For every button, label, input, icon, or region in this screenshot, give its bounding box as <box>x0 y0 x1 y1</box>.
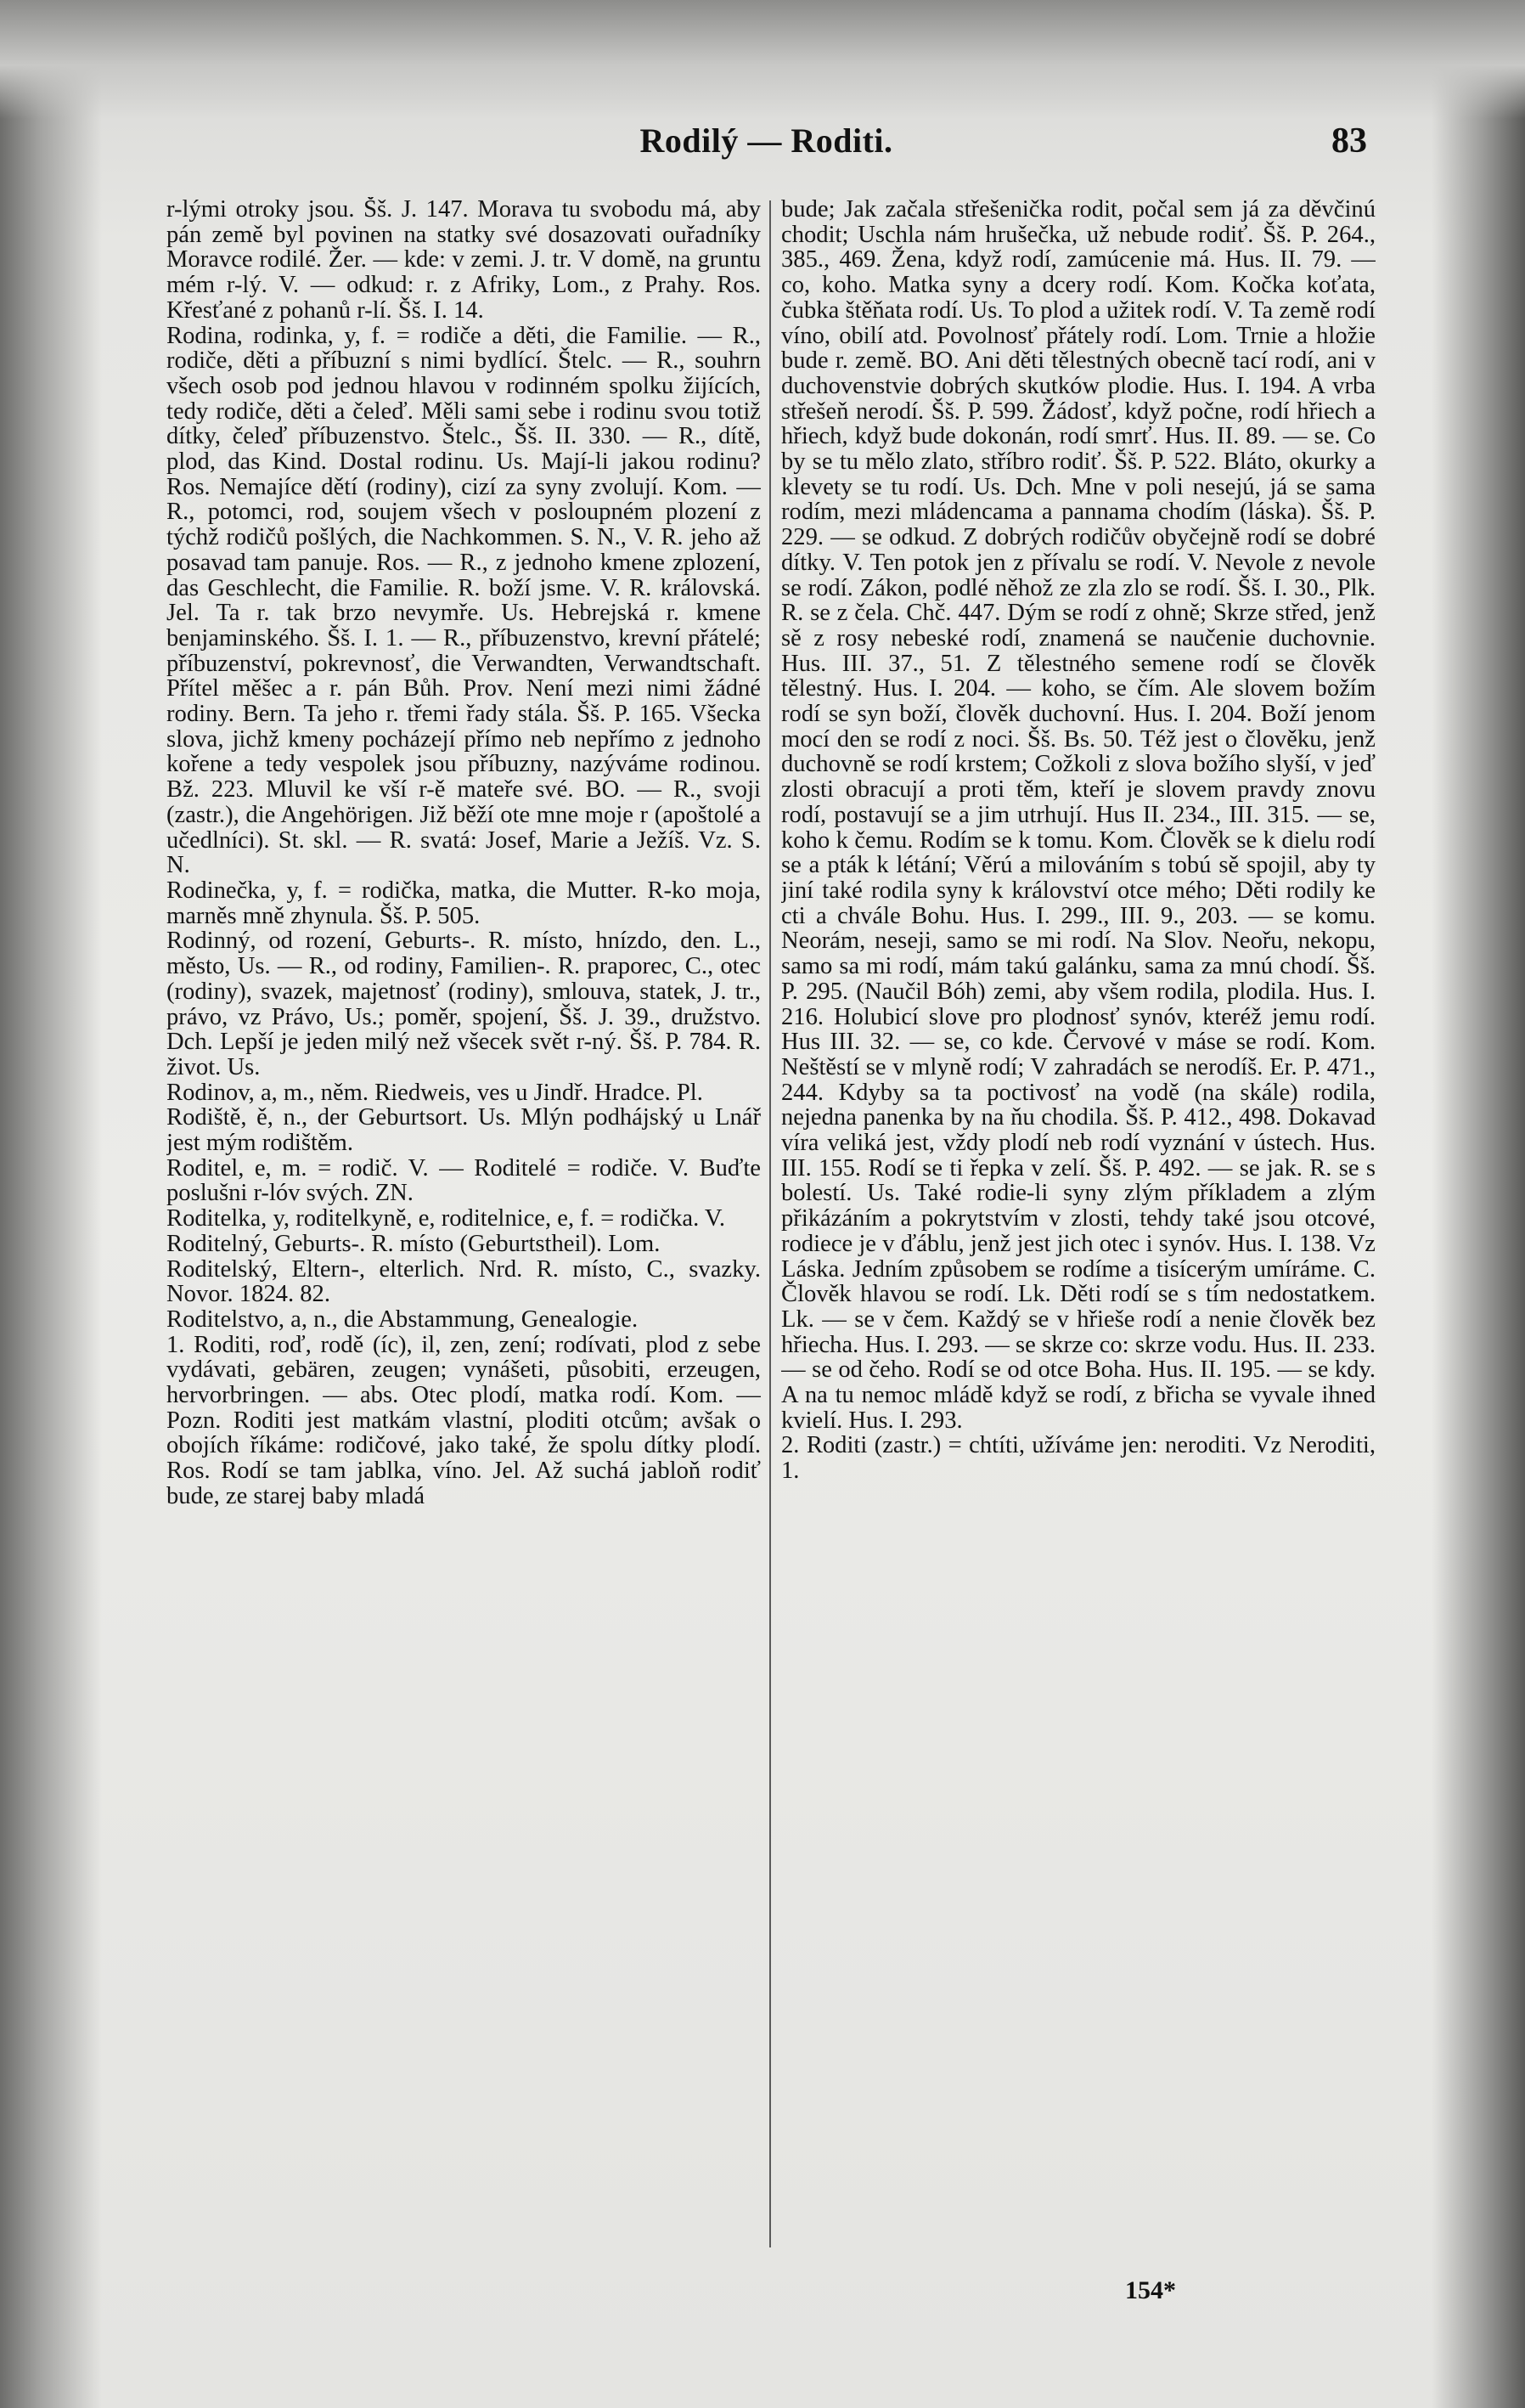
running-head: Rodilý — Roditi. <box>639 121 893 160</box>
column-divider <box>769 200 771 2247</box>
page-shadow-left <box>0 0 102 2408</box>
signature-mark: 154* <box>1125 2276 1176 2304</box>
right-column-text: bude; Jak začala střešenička rodit, počal sem já za děvčinú chodit; Uschla nám hrušečka, už nebude rodiť. Šš. P. 264., 385., 469. Žena, když rodí, zamúcenie má. Hus. II. 79. — co, koho. Matka syny a dcery rodí. Kom. Kočka koťata, čubka štěňata rodí. Us. To plod a užitek rodí. V. Ta země rodí víno, obilí atd. Povolnosť přátely rodí. Lom. Trnie a hložie bude r. země. BO. Ani děti tělestných obecně tací rodí, ani v duchovenstvie dobrých skutków plodie. Hus. I. 194. A vrba střešeň nerodí. Šš. P. 599. Žádosť, když počne, rodí hřiech a hřiech, když bude dokonán, rodí smrť. Hus. II. 89. — se. Co by se tu mělo zlato, stříbro rodiť. Šš. P. 522. Bláto, okurky a klevety se tu rodí. Us. Dch. Mne v poli nesejú, já se sama rodím, mezi mládencama a pannama chodím (láska). Šš. P. 229. — se odkud. Z dobrých rodičův obyčejně rodí se dobré dítky. V. Ten potok jen z přívalu se rodí. V. Nevole z nevole se rodí. Zákon, podlé něhož ze zla zlo se rodí. Šš. I. 30., Plk. R. se z čela. Chč. 447. Dým se rodí z ohně; Skrze střed, jenž sě z rosy nebeské rodí, znamená se naučenie duchovnie. Hus. III. 37., 51. Z tělestného semene rodí se člověk tělestný. Hus. I. 204. — koho, se čím. Ale slovem božím rodí se syn boží, člověk duchovní. Hus. I. 204. Boží jenom mocí den se rodí z noci. Šš. Bs. 50. Též jest o člověku, jenž duchovně se rodí krstem; Cožkoli z slova božího slyší, v jeď zlosti obracují a proti těm, kteří je slovem pravdy znovu rodí, postavují se a jim utrhují. Hus II. 234., III. 315. — se, koho k čemu. Rodím se k tomu. Kom. Člověk se k dielu rodí se a pták k létání; Věrú a milováním s tobú sě spojil, aby ty jiní také rodila syny k království otce mého; Děti rodily ke cti a chvále Bohu. Hus. I. 299., III. 9., 203. — se komu. Neorám, neseji, samo se mi rodí. Na Slov. Neořu, nekopu, samo sa mi rodí, mám takú galánku, sama za mnú chodí. Šš. P. 295. (Naučil Bóh) zemi, aby všem rodila, plodila. Hus. I. 216. Holubicí slove pro plodnosť synóv, kteréž jemu rodí. Hus III. 32. — se, co kde. Červové v máse se rodí. Kom. Neštěstí se v mlyně rodí; V zahradách se nerodíš. Er. P. 471., 244. Kdyby sa ta poctivosť na vodě (na skále) rodila, nejedna panenka by na ňu chodila. Šš. P. 412., 498. Dokavad víra veliká jest, vždy plodí neb rodí vyznání v ústech. Hus. III. 155. Rodí se ti řepka v zelí. Šš. P. 492. — se jak. R. se s bolestí. Us. Také rodie-li syny zlým příkladem a zlým přikázáním a pokrytstvím v zlosti, tehdy také jsou otcové, rodiece je v ďáblu, jenž jest jich otec i synóv. Hus. I. 138. Vz Láska. Jedním způsobem se rodíme a tisícerým umíráme. C. Člověk hlavou se rodí. Lk. Děti rodí se s tím nedostatkem. Lk. — se v čem. Každý se v hřieše rodí a nenie člověk bez hřiecha. Hus. I. 293. — se skrze co: skrze vodu. Hus. II. 233. — se od čeho. Rodí se od otce Boha. Hus. II. 195. — se kdy. A na tu nemoc mládě když se rodí, z břicha se vyvale ihned kvielí. Hus. I. 293. 2. Roditi (zastr.) = chtíti, užíváme jen: neroditi. Vz Neroditi, 1. <box>781 197 1376 1485</box>
left-column <box>166 197 761 2253</box>
page-shadow-right <box>1432 0 1525 2408</box>
page-number: 83 <box>1331 121 1367 161</box>
page-shadow-top <box>0 0 1525 119</box>
page-header <box>166 121 1367 170</box>
left-column-text: r-lými otroky jsou. Šš. J. 147. Morava tu svobodu má, aby pán země byl povinen na statky své dosazovati ouřadníky Moravce rodilé. Žer. — kde: v zemi. J. tr. V domě, na gruntu mém r-lý. V. — odkud: r. z Afriky, Lom., z Prahy. Ros. Křesťané z pohanů r-lí. Šš. I. 14. Rodina, rodinka, y, f. = rodiče a děti, die Familie. — R., rodiče, děti a příbuzní s nimi bydlící. Štelc. — R., souhrn všech osob pod jednou hlavou v rodinném spolku žijících, tedy rodiče, děti a čeleď. Měli sami sebe i rodinu svou totiž dítky, čeleď příbuzenstvo. Štelc., Šš. II. 330. — R., dítě, plod, das Kind. Dostal rodinu. Us. Mají-li jakou rodinu? Ros. Nemajíce dětí (rodiny), cizí za syny zvolují. Kom. — R., potomci, rod, soujem všech v posloupném plození z týchž rodičů pošlých, die Nachkommen. S. N., V. R. jeho až posavad tam panuje. Ros. — R., z jednoho kmene zplození, das Geschlecht, die Familie. R. boží jsme. V. R. královská. Jel. Ta r. tak brzo nevymře. Us. Hebrejská r. kmene benjaminského. Šš. I. 1. — R., příbuzenstvo, krevní přátelé; příbuzenství, pokrevnosť, die Verwandten, Verwandtschaft. Přítel měšec a r. pán Bůh. Prov. Není mezi nimi žádné rodiny. Bern. Ta jeho r. třemi řady stála. Šš. P. 165. Všecka slova, jichž kmeny pocházejí přímo neb nepřímo z jednoho kořene a tedy vespolek jsou příbuzny, nazýváme rodinou. Bž. 223. Mluvil ke vší r-ě mateře své. BO. — R., svoji (zastr.), die Angehörigen. Již běží ote mne moje r (apoštolé a učedlníci). St. skl. — R. svatá: Josef, Marie a Ježíš. Vz. S. N. Rodinečka, y, f. = rodička, matka, die Mutter. R-ko moja, marněs mně zhynula. Šš. P. 505. Rodinný, od rození, Geburts-. R. místo, hnízdo, den. L., město, Us. — R., od rodiny, Familien-. R. praporec, C., otec (rodiny), svazek, majetnosť (rodiny), smlouva, statek, J. tr., právo, vz Právo, Us.; poměr, spojení, Šš. J. 39., družstvo. Dch. Lepší je jeden milý než všecek svět r-ný. Šš. P. 784. R. život. Us. Rodinov, a, m., něm. Riedweis, ves u Jindř. Hradce. Pl. Rodiště, ě, n., der Geburtsort. Us. Mlýn podhájský u Lnář jest mým rodištěm. Roditel, e, m. = rodič. V. — Roditelé = rodiče. V. Buďte poslušni r-lóv svých. ZN. Roditelka, y, roditelkyně, e, roditelnice, e, f. = rodička. V. Roditelný, Geburts-. R. místo (Geburtstheil). Lom. Roditelský, Eltern-, elterlich. Nrd. R. místo, C., svazky. Novor. 1824. 82. Roditelstvo, a, n., die Abstammung, Genealogie. 1. Roditi, roď, rodě (íc), il, zen, zení; rodívati, plod z sebe vydávati, gebären, zeugen; vynášeti, působiti, erzeugen, hervorbringen. — abs. Otec plodí, matka rodí. Kom. — Pozn. Roditi jest matkám vlastní, ploditi otcům; avšak o obojích říkáme: rodičové, jako také, že spolu dítky plodí. Ros. Rodí se tam jablka, víno. Jel. Až suchá jabloň rodiť bude, ze starej baby mladá <box>166 197 761 1509</box>
right-column <box>781 197 1376 2253</box>
